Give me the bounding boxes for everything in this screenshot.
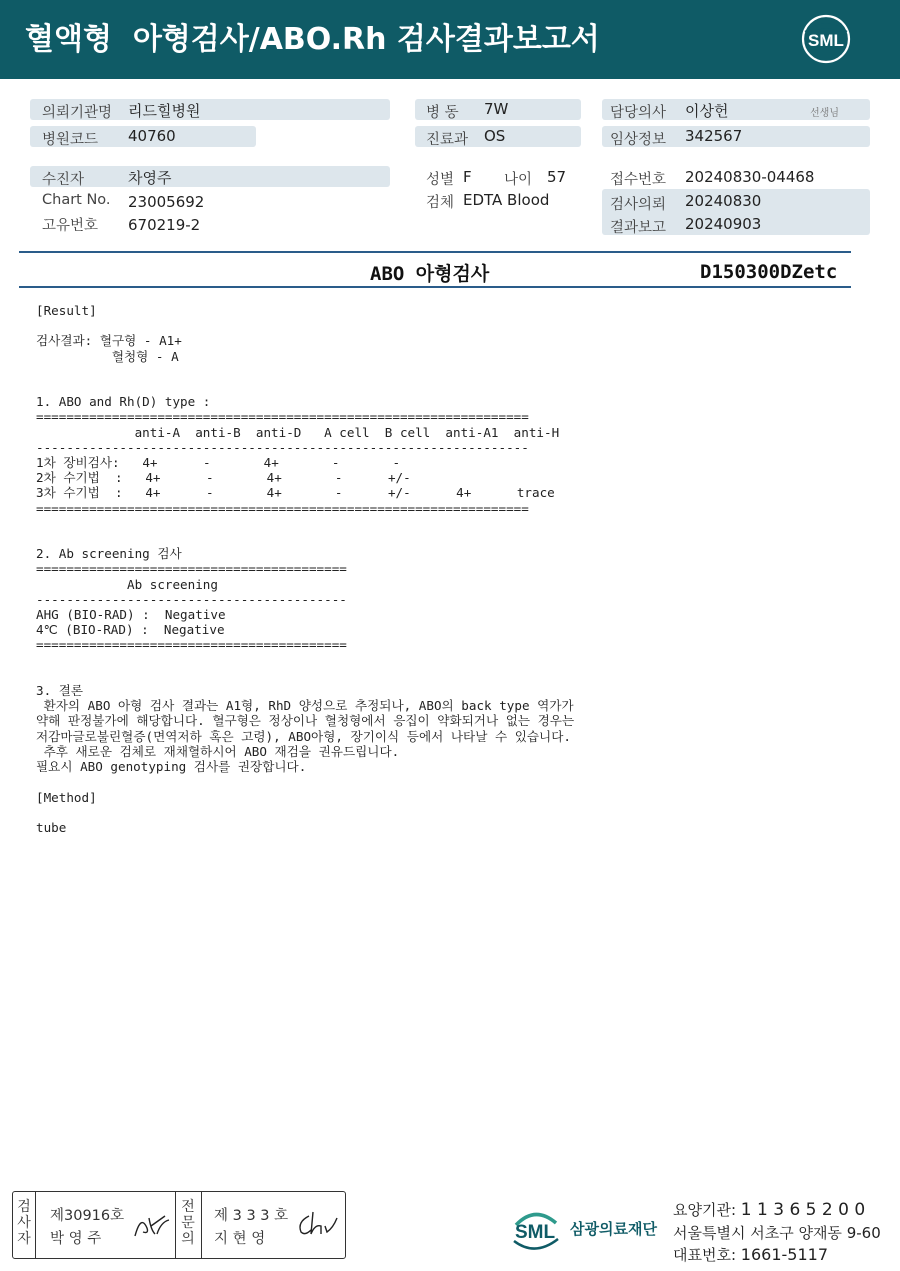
requesting-org-label: 의뢰기관명 [42,105,113,121]
doctor-value: 이상헌 [685,102,729,120]
footer-yoyang [673,1199,865,1220]
examiner-name: 박 영 주 [50,1231,102,1247]
footer-phone [673,1244,828,1265]
footer-org-name: 삼광의료재단 [570,1220,657,1238]
chart-no-value: 23005692 [128,193,205,211]
doctor-label: 담당의사 [610,105,667,121]
unique-no-label: 고유번호 [42,218,99,234]
age-label: 나이 [504,172,533,188]
dept-value: OS [484,127,506,145]
footer-phone-label: 대표번호: [673,1246,741,1264]
examiner-vertical-label: 검사자 [17,1199,31,1247]
sex-label: 성별 [426,172,455,188]
specialist-signature-icon [295,1208,339,1240]
patient-value: 차영주 [128,169,172,187]
doctor-suffix: 선생님 [810,108,839,119]
footer-address: 서울특별시 서초구 양재동 9-60 [673,1224,881,1242]
examiner-license: 제30916호 [50,1208,125,1224]
test-code: D150300DZetc [700,261,838,283]
hospital-code-value: 40760 [128,127,176,145]
test-name: ABO 아형검사 [370,263,490,285]
specialist-vertical-label: 전문의 [181,1199,195,1247]
report-body: [Result] 검사결과: 혈구형 - A1+ 혈청형 - A 1. ABO and Rh(D) type : ================================================================= anti-A anti-B anti-D A cell B cell anti-A1 anti-H ----------------------------------------------------------------- 1차 장비검사: 4+ - 4+ - - 2차 수기법 : 4+ - 4+ - +/- 3차 수기법 : 4+ - 4+ - +/- 4+ trace ================================================================= 2. Ab screening 검사 ========================================= Ab screening ----------------------------------------- AHG (BIO-RAD) : Negative 4℃ (BIO-RAD) : Negative ========================================= 3. 결론 환자의 ABO 아형 검사 결과는 A1형, RhD 양성으로 추정되나, ABO의 back type 역가가 약해 판정불가에 해당합니다. 혈구형은 정상이나 혈청형에서 응집이 약화되거나 없는 경우는 저감마글로불린혈증(면역저하 혹은 고령), ABO아형, 장기이식 등에서 나타날 수 있습니다. 추후 새로운 검체로 재채혈하시어 ABO 재검을 권유드립니다. 필요시 ABO genotyping 검사를 권장합니다. [Method] tube [36,303,575,835]
receipt-label: 접수번호 [610,172,667,188]
report-date-label: 결과보고 [610,220,667,236]
footer-phone-no: 1661-5117 [740,1245,829,1264]
request-date-label: 검사의뢰 [610,197,667,213]
clinical-info-value: 342567 [685,127,743,145]
footer-logo-text: SML [514,1222,556,1243]
test-header-top-rule [19,251,851,253]
patient-label: 수진자 [42,172,85,188]
signature-box [12,1191,346,1259]
dept-label: 진료과 [426,132,469,148]
requesting-org-value: 리드힐병원 [128,102,201,120]
request-date-value: 20240830 [685,192,762,210]
hospital-code-label: 병원코드 [42,132,99,148]
ward-label: 병 동 [426,105,459,121]
report-title: 혈액형 아형검사/ABO.Rh 검사결과보고서 [25,22,600,57]
specimen-label: 검체 [426,195,455,211]
specialist-name: 지 현 영 [214,1231,266,1247]
specimen-value: EDTA Blood [463,191,550,209]
age-value: 57 [547,168,567,186]
clinical-info-label: 임상정보 [610,132,667,148]
ward-value: 7W [484,100,509,118]
test-header-bottom-rule [19,286,851,288]
header-bar [0,0,900,79]
sex-value: F [463,168,472,186]
unique-no-value: 670219-2 [128,216,201,234]
receipt-value: 20240830-04468 [685,168,815,186]
footer-yoyang-no: 1 1 3 6 5 2 0 0 [740,1200,866,1220]
chart-no-label: Chart No. [42,192,111,208]
header-logo-text: SML [808,31,844,50]
report-date-value: 20240903 [685,215,762,233]
footer-sml-logo-icon [508,1201,563,1256]
footer-yoyang-label: 요양기관: [673,1201,741,1219]
examiner-signature-icon [131,1208,173,1242]
sml-logo-icon [800,13,852,65]
specialist-license: 제 3 3 3 호 [214,1208,289,1224]
